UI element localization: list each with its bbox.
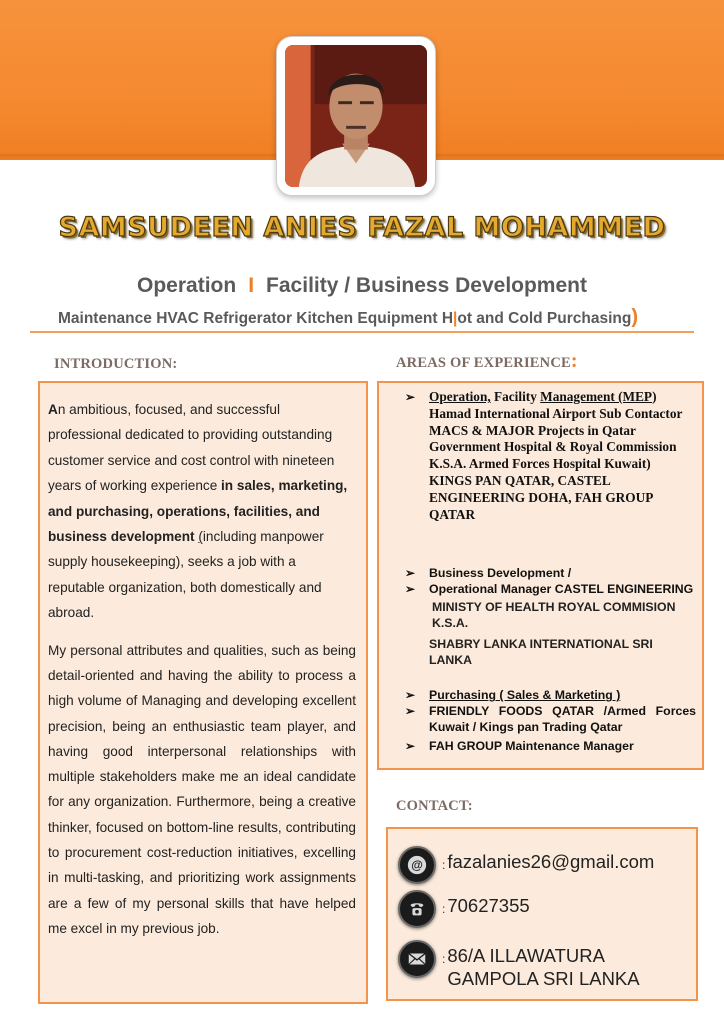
tagline bbox=[58, 306, 638, 329]
envelope-icon bbox=[398, 940, 436, 978]
at-icon bbox=[398, 846, 436, 884]
intro-underlined: ( bbox=[198, 529, 203, 545]
intro-text-1: n ambitious, focused, and successful professional dedicated to providing outstanding customer service and cost control with nineteen years of working experience bbox=[48, 402, 335, 494]
experience-item-friendly-foods bbox=[399, 703, 696, 735]
experience-heading-colon: : bbox=[570, 350, 578, 372]
headline bbox=[0, 274, 724, 298]
header-divider bbox=[30, 331, 694, 333]
exp-item4-text: Purchasing ( Sales & Marketing ) bbox=[429, 688, 621, 703]
exp-op-mgmt: Management (MEP bbox=[540, 389, 653, 404]
profile-photo-frame bbox=[276, 36, 436, 196]
arrow-bullet-icon: ➢ bbox=[405, 704, 416, 719]
exp-op-rest: ) Hamad International Airport Sub Contactor MACS & MAJOR Projects in Qatar Government Hospital & Royal Commission K.S.A. Armed Forces Hospital Kuwait) KINGS PAN QATAR, CASTEL ENGINEERING DOHA, FAH GROUP QATAR bbox=[429, 389, 683, 522]
contact-colon: : bbox=[442, 952, 446, 966]
experience-line-shabry: SHABRY LANKA INTERNATIONAL SRI LANKA bbox=[429, 637, 653, 668]
exp-op-mid: Facility bbox=[490, 389, 541, 404]
introduction-paragraph-2: My personal attributes and qualities, such as being detail-oriented and having the ability to process a high volume of Managing and developing excellent precision, being an enthusiastic team player, and having good interpersonal relationships with multiple stakeholders make me an ideal candidate for any organization. Furthermore, being a creative thinker, focused on bottom-line results, contributing to procurement cost-reduction initiatives, excelling in multi-tasking, and prioritizing work assignments are a few of my personal skills that have helped me excel in my previous job. bbox=[48, 642, 356, 936]
experience-item-purchasing bbox=[399, 687, 696, 703]
arrow-bullet-icon: ➢ bbox=[405, 390, 416, 404]
tagline-closing: ) bbox=[631, 306, 638, 328]
introduction-box bbox=[38, 381, 368, 1004]
experience-item-fah-group bbox=[399, 738, 696, 754]
arrow-bullet-icon: ➢ bbox=[405, 566, 416, 581]
exp-item5-text: FRIENDLY FOODS QATAR /Armed Forces Kuwait / Kings pan Trading Qatar bbox=[429, 704, 696, 735]
experience-line-ministry: MINISTY OF HEALTH ROYAL COMMISION K.S.A. bbox=[432, 600, 676, 631]
exp-op-label: Operation, bbox=[429, 389, 491, 404]
intro-text-2: including manpower supply housekeeping), seeks a job with a reputable organization, both domestically and abroad. bbox=[48, 529, 324, 621]
introduction-heading: INTRODUCTION: bbox=[54, 356, 178, 372]
tagline-bar-divider: | bbox=[453, 310, 458, 327]
contact-colon: : bbox=[442, 858, 446, 872]
contact-email[interactable]: fazalanies26@gmail.com bbox=[447, 851, 655, 872]
intro-bold-1: in sales, marketing, and purchasing, operations, facilities, and business development bbox=[48, 478, 348, 545]
tagline-part-2: ot and Cold Purchasing bbox=[457, 310, 632, 327]
experience-item-operational-manager bbox=[399, 581, 696, 597]
arrow-bullet-icon: ➢ bbox=[405, 688, 416, 703]
contact-email-row bbox=[398, 846, 654, 884]
experience-item-business-dev bbox=[399, 565, 696, 581]
arrow-bullet-icon: ➢ bbox=[405, 739, 416, 754]
person-name: SAMSUDEEN ANIES FAZAL MOHAMMED bbox=[58, 212, 666, 243]
contact-colon: : bbox=[442, 902, 446, 916]
intro-initial: A bbox=[48, 402, 58, 417]
tagline-part-1: Maintenance HVAC Refrigerator Kitchen Equipment H bbox=[58, 310, 454, 327]
phone-icon bbox=[398, 890, 436, 928]
contact-box bbox=[386, 827, 698, 1001]
contact-address-row bbox=[398, 940, 697, 990]
arrow-bullet-icon: ➢ bbox=[405, 582, 416, 597]
contact-address: 86/A ILLAWATURA GAMPOLA SRI LANKA bbox=[447, 945, 640, 989]
headline-separator: I bbox=[248, 274, 255, 297]
exp-item2-text: Business Development / bbox=[429, 566, 572, 581]
experience-heading-text: AREAS OF EXPERIENCE bbox=[396, 355, 571, 371]
spacer bbox=[399, 668, 696, 687]
contact-phone-row bbox=[398, 890, 530, 928]
experience-item-operation bbox=[399, 389, 696, 523]
headline-right: Facility / Business Development bbox=[266, 274, 587, 297]
contact-phone[interactable]: 70627355 bbox=[447, 895, 530, 916]
introduction-paragraph-1 bbox=[48, 397, 356, 626]
experience-box bbox=[377, 381, 704, 770]
exp-item6-text: FAH GROUP Maintenance Manager bbox=[429, 739, 634, 754]
spacer bbox=[399, 523, 696, 565]
svg-text:@: @ bbox=[411, 858, 423, 873]
headline-left: Operation bbox=[137, 274, 237, 297]
experience-heading bbox=[396, 350, 578, 373]
exp-item3-text: Operational Manager CASTEL ENGINEERING bbox=[429, 582, 694, 597]
profile-photo bbox=[285, 45, 427, 187]
contact-heading: CONTACT: bbox=[396, 798, 473, 814]
